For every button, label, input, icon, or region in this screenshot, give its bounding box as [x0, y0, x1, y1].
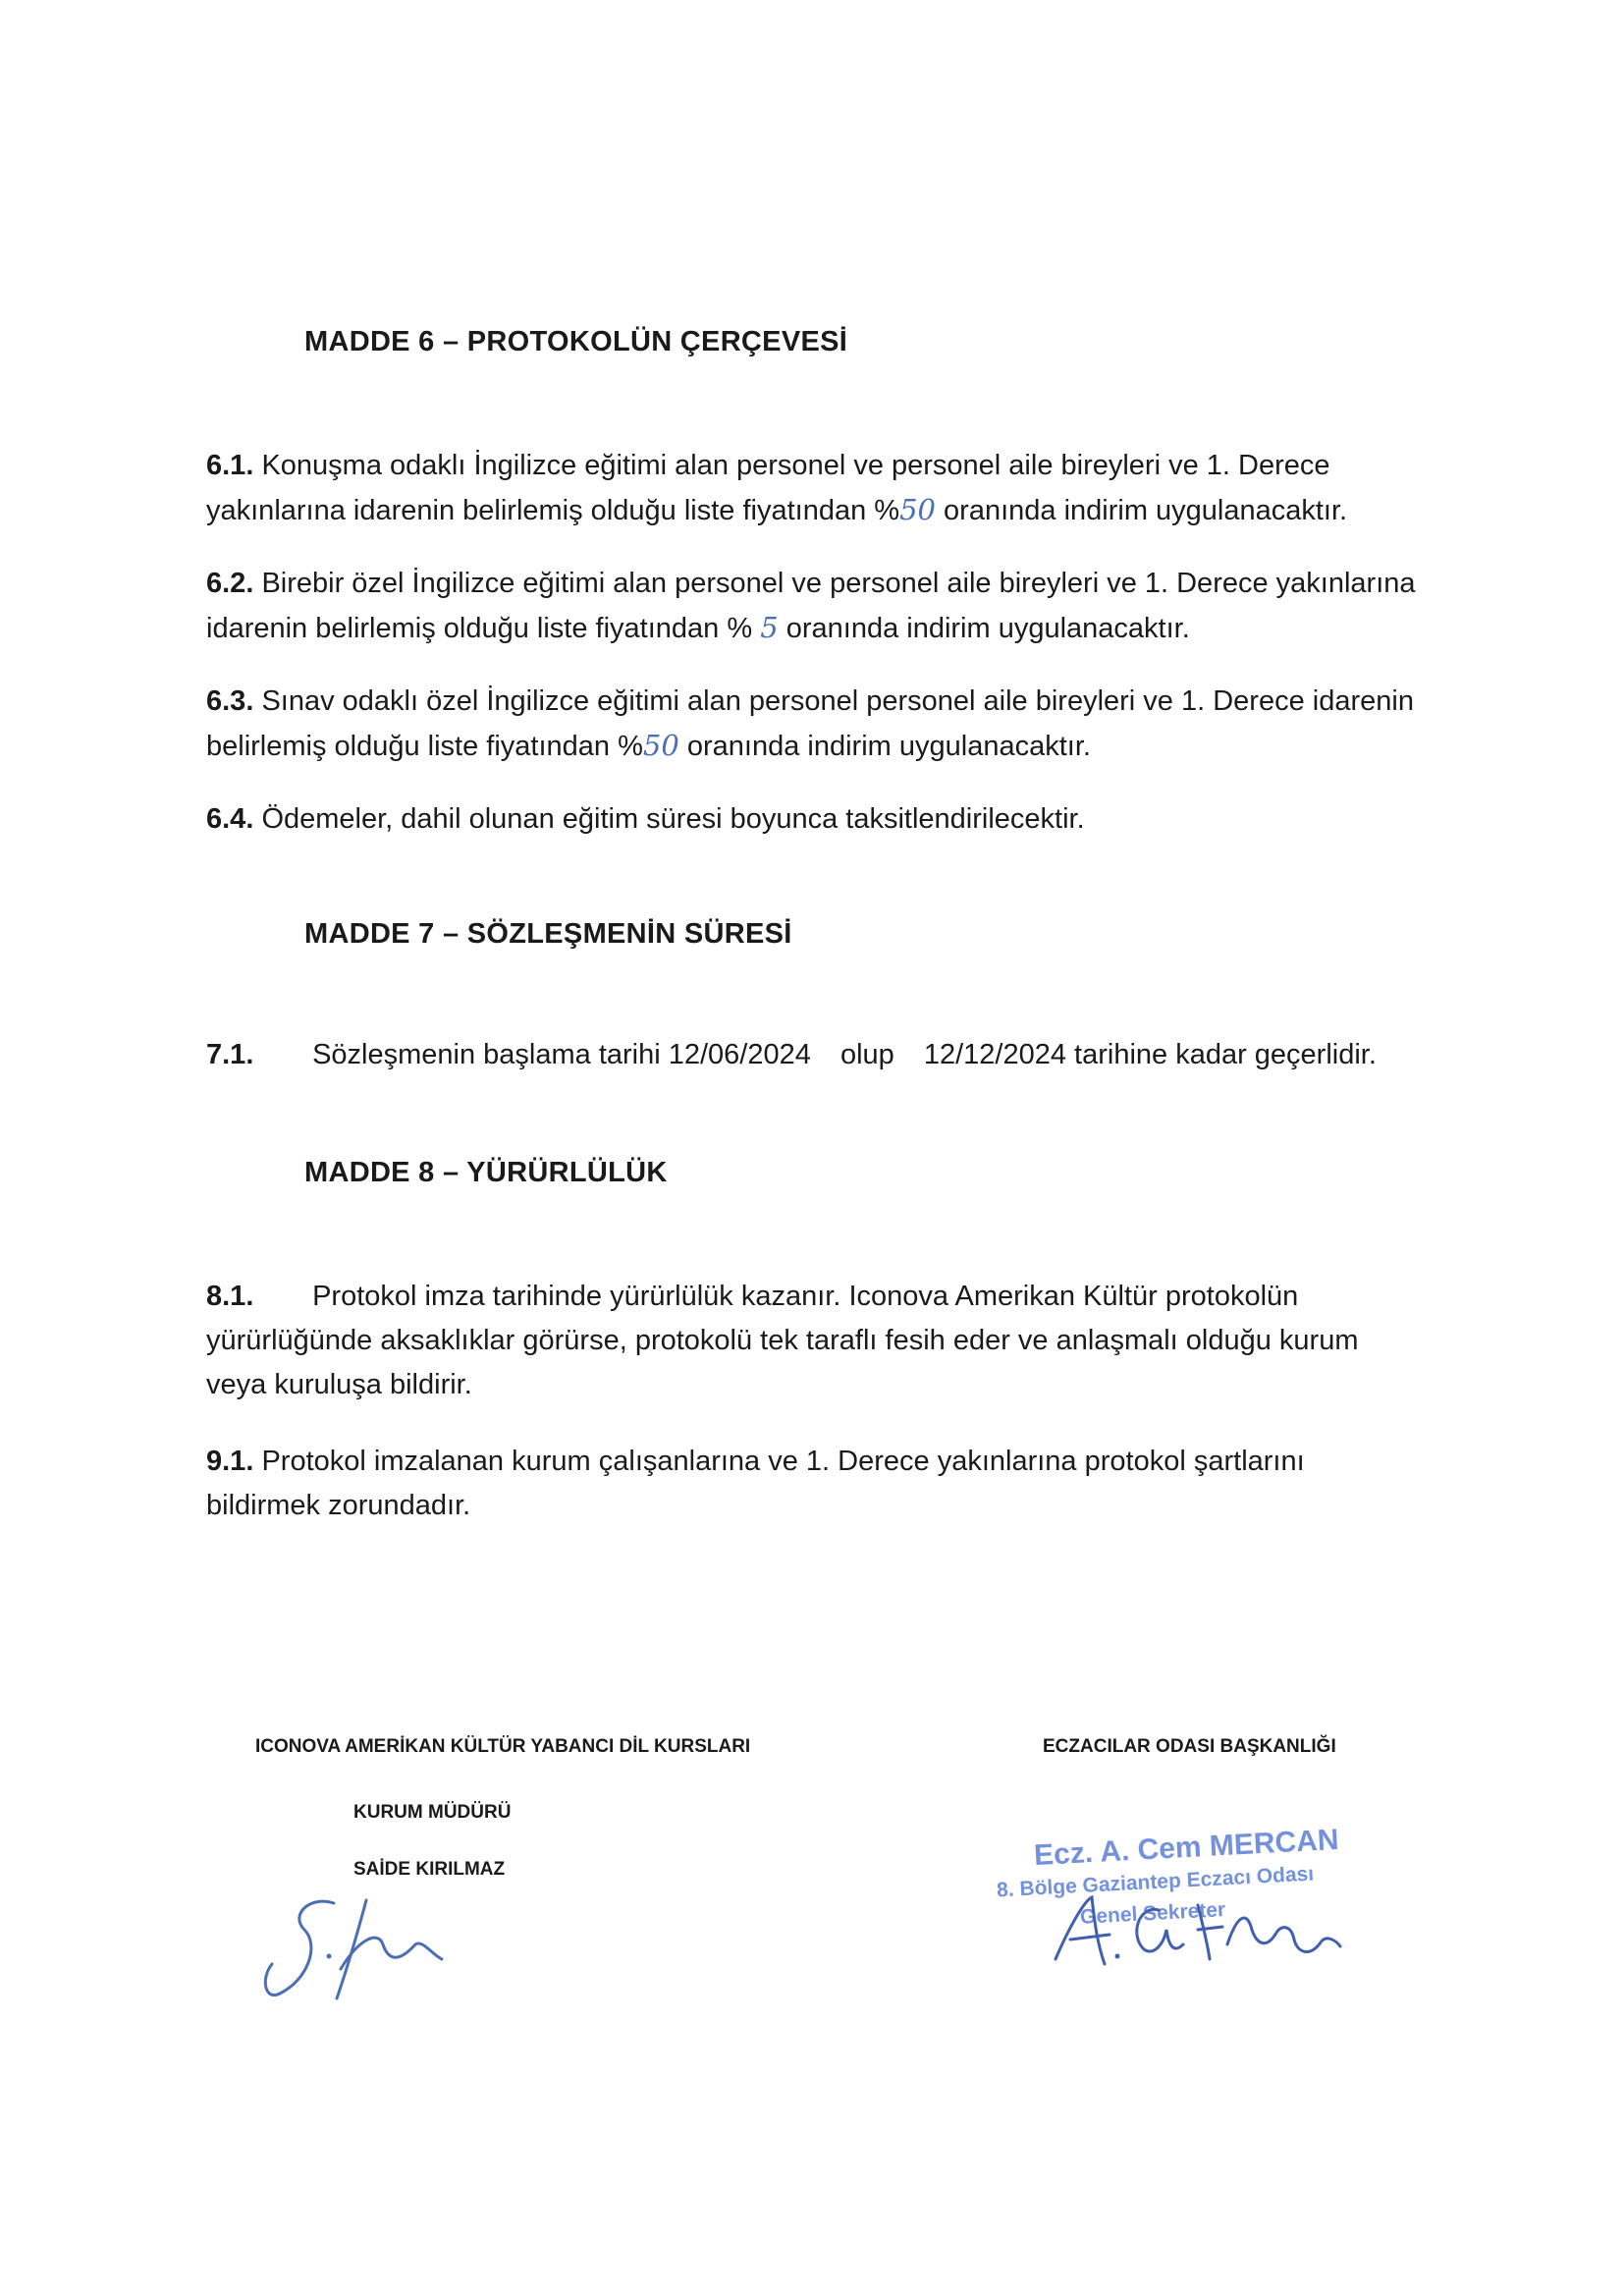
clause-text: Ödemeler, dahil olunan eğitim süresi boyunca taksitlendirilecektir. — [261, 803, 1085, 835]
start-date-text: Sözleşmenin başlama tarihi 12/06/2024 — [312, 1039, 811, 1070]
clause-number: 7.1. — [206, 1039, 254, 1070]
clause-text-end: oranında indirim uygulanacaktır. — [785, 613, 1190, 644]
clause-7-1 — [206, 1033, 1483, 1077]
right-org-title: ECZACILAR ODASI BAŞKANLIĞI — [1043, 1736, 1336, 1757]
handwritten-percent: 5 — [760, 611, 779, 644]
clause-number: 6.4. — [206, 803, 254, 835]
clause-number: 8.1. — [206, 1281, 254, 1312]
clause-6-4 — [206, 797, 1424, 842]
clause-text: Sınav odaklı özel İngilizce eğitimi alan personel personel aile bireyleri ve 1. Derece idarenin belirlemiş olduğu liste fiyatından % — [206, 685, 1414, 762]
clause-text: Birebir özel İngilizce eğitimi alan personel ve personel aile bireyleri ve 1. Derece yakınlarına idarenin belirlemiş olduğu liste fiyatından % — [206, 568, 1416, 644]
left-org-title: ICONOVA AMERİKAN KÜLTÜR YABANCI DİL KURSLARI — [255, 1736, 751, 1757]
stamp-office: 8. Bölge Gaziantep Eczacı Odası — [996, 1862, 1315, 1902]
clause-number: 9.1. — [206, 1446, 254, 1477]
clause-text: Protokol imzalanan kurum çalışanlarına ve 1. Derece yakınlarına protokol şartlarını bildirmek zorundadır. — [206, 1446, 1305, 1521]
stamp-role: Genel Sekreter — [1079, 1898, 1226, 1929]
end-date-text: 12/12/2024 tarihine kadar geçerlidir. — [923, 1039, 1377, 1070]
madde-6-heading: MADDE 6 – PROTOKOLÜN ÇERÇEVESİ — [304, 326, 848, 357]
olup-text: olup — [839, 1039, 894, 1070]
clause-text-end: oranında indirim uygulanacaktır. — [944, 495, 1348, 526]
left-signature — [250, 1886, 466, 2013]
left-role-title: KURUM MÜDÜRÜ — [353, 1802, 512, 1823]
clause-text: Konuşma odaklı İngilizce eğitimi alan personel ve personel aile bireyleri ve 1. Derece yakınlarına idarenin belirlemiş olduğu liste fiyatından % — [206, 450, 1330, 526]
clause-6-1 — [206, 444, 1424, 533]
clause-6-2 — [206, 562, 1424, 651]
clause-text: Protokol imza tarihinde yürürlülük kazanır. Iconova Amerikan Kültür protokolün yürürlüğünde aksaklıklar görürse, protokolü tek taraflı fesih eder ve anlaşmalı olduğu kurum veya kuruluşa bildirir. — [206, 1281, 1359, 1400]
clause-number: 6.1. — [206, 450, 254, 481]
madde-7-heading: MADDE 7 – SÖZLEŞMENİN SÜRESİ — [304, 918, 792, 950]
clause-6-3 — [206, 680, 1424, 769]
official-stamp — [967, 1822, 1380, 1998]
left-name: SAİDE KIRILMAZ — [353, 1859, 506, 1880]
clause-text-end: oranında indirim uygulanacaktır. — [686, 731, 1091, 762]
clause-number: 6.3. — [206, 685, 254, 717]
madde-8-heading: MADDE 8 – YÜRÜRLÜLÜK — [304, 1157, 668, 1188]
handwritten-percent: 50 — [899, 493, 936, 526]
clause-8-1 — [206, 1275, 1424, 1407]
stamp-name: Ecz. A. Cem MERCAN — [1033, 1823, 1340, 1873]
handwritten-percent: 50 — [642, 729, 679, 762]
clause-number: 6.2. — [206, 568, 254, 599]
clause-9-1 — [206, 1440, 1424, 1528]
right-signature — [1051, 1886, 1345, 1984]
